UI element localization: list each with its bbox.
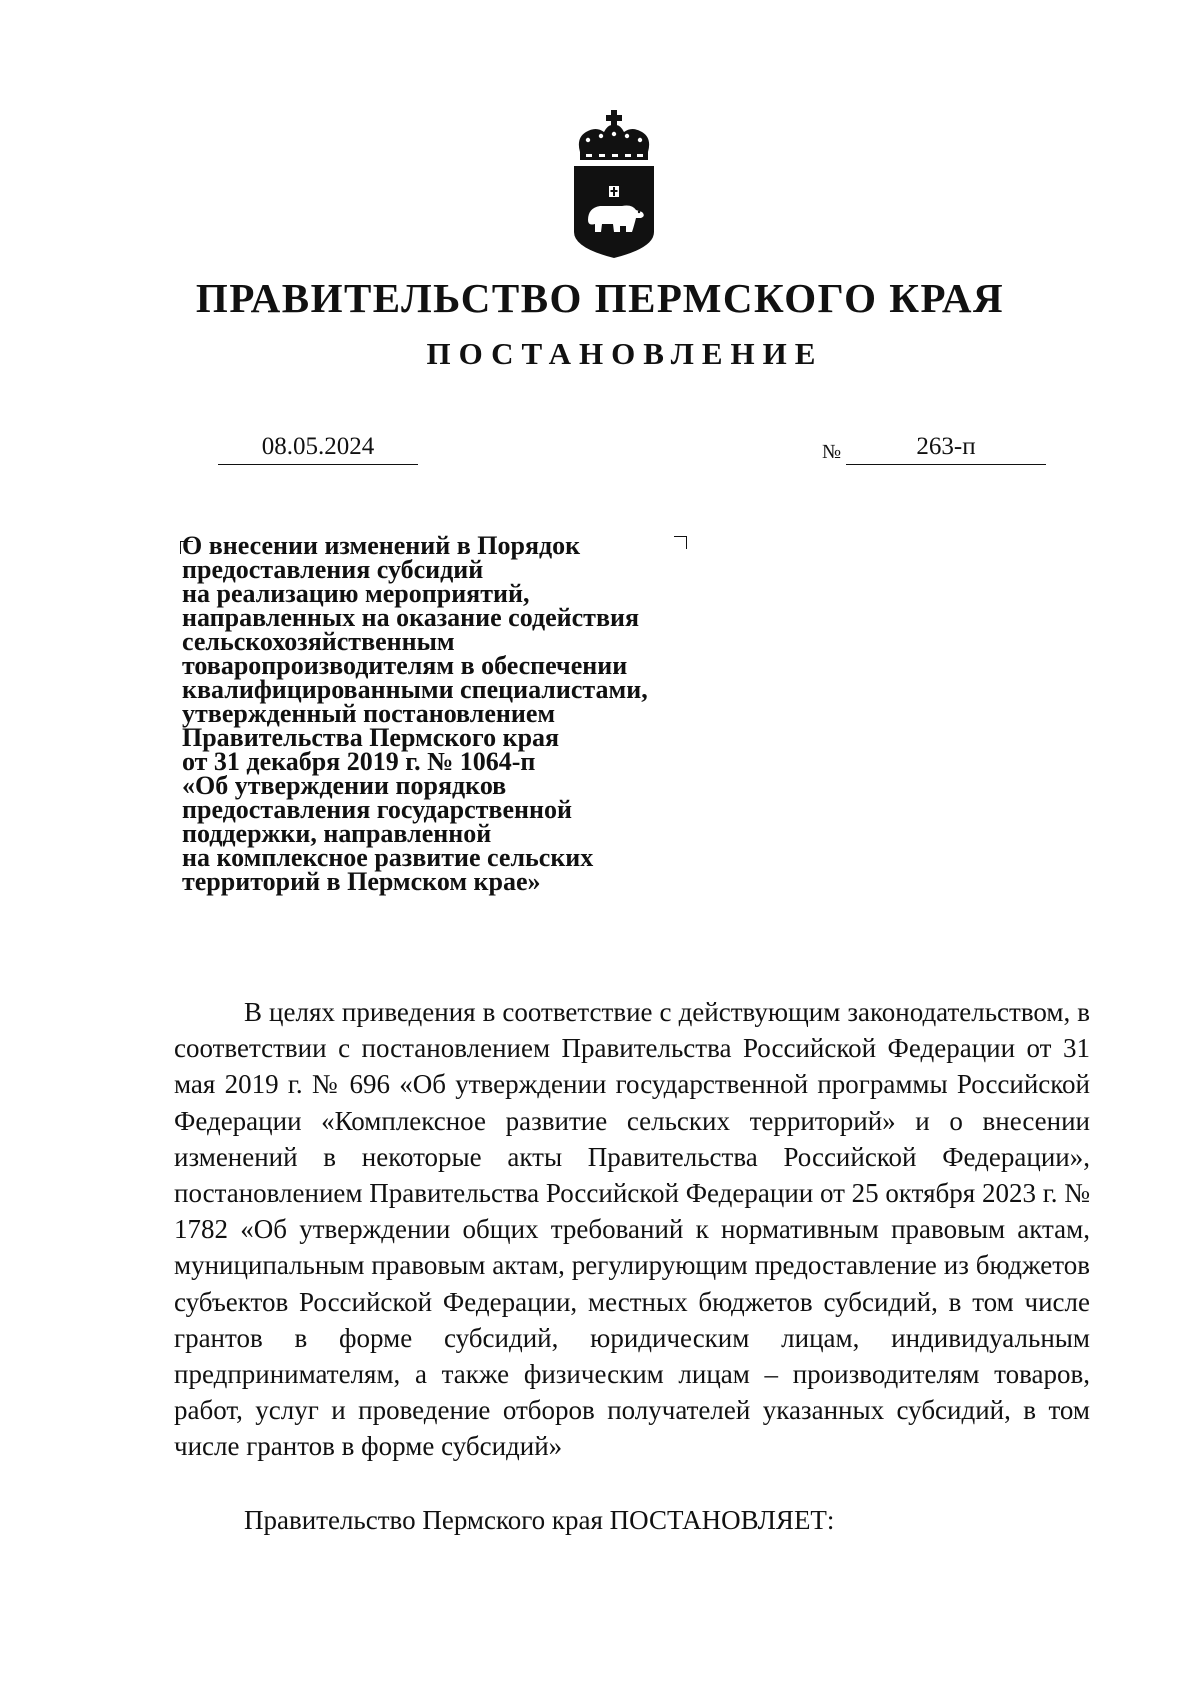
subject-line: на реализацию мероприятий, xyxy=(182,579,530,608)
subject-line: утвержденный постановлением xyxy=(182,699,556,728)
subject-line: «Об утверждении порядков xyxy=(182,771,507,800)
subject-line: сельскохозяйственным xyxy=(182,627,455,656)
subject-line: от 31 декабря 2019 г. № 1064-п xyxy=(182,747,536,776)
subject-line: предоставления субсидий xyxy=(182,555,484,584)
document-date: 08.05.2024 xyxy=(218,430,418,465)
subject-line: квалифицированными специалистами, xyxy=(182,675,648,704)
organization-title: ПРАВИТЕЛЬСТВО ПЕРМСКОГО КРАЯ xyxy=(195,275,1005,321)
subject-line: направленных на оказание содействия xyxy=(182,603,640,632)
subject-line: Правительства Пермского края xyxy=(182,723,560,752)
coat-of-arms-emblem xyxy=(566,108,662,260)
subject-line: поддержки, направленной xyxy=(182,819,492,848)
subject-line: территорий в Пермском крае» xyxy=(182,867,541,896)
subject-line: товаропроизводителям в обеспечении xyxy=(182,651,628,680)
resolves-statement: Правительство Пермского края ПОСТАНОВЛЯЕТ: xyxy=(244,1505,835,1535)
document-subject xyxy=(182,531,702,896)
document-number: 263-п xyxy=(846,430,1046,465)
subject-line: О внесении изменений в Порядок xyxy=(182,531,581,560)
subject-line: на комплексное развитие сельских xyxy=(182,843,594,872)
number-sign: № xyxy=(822,441,842,463)
subject-line: предоставления государственной xyxy=(182,795,572,824)
preamble-paragraph: В целях приведения в соответствие с действующим законодательством, в соответствии с постановлением Правительства Российской Федерации от 31 мая 2019 г. № 696 «Об утверждении государственной программы Российской Федерации «Комплексное развитие сельских территорий» и о внесении изменений в некоторые акты Правительства Российской Федерации», постановлением Правительства Российской Федерации от 25 октября 2023 г. № 1782 «Об утверждении общих требований к нормативным правовым актам, муниципальным правовым актам, регулирующим предоставление из бюджетов субъектов Российской Федерации, местных бюджетов субсидий, в том числе грантов в форме субсидий, юридическим лицам, индивидуальным предпринимателям, а также физическим лицам – производителям товаров, работ, услуг и проведение отборов получателей указанных субсидий, в том числе грантов в форме субсидий» xyxy=(174,997,1090,1462)
document-type: ПОСТАНОВЛЕНИЕ xyxy=(426,336,824,371)
